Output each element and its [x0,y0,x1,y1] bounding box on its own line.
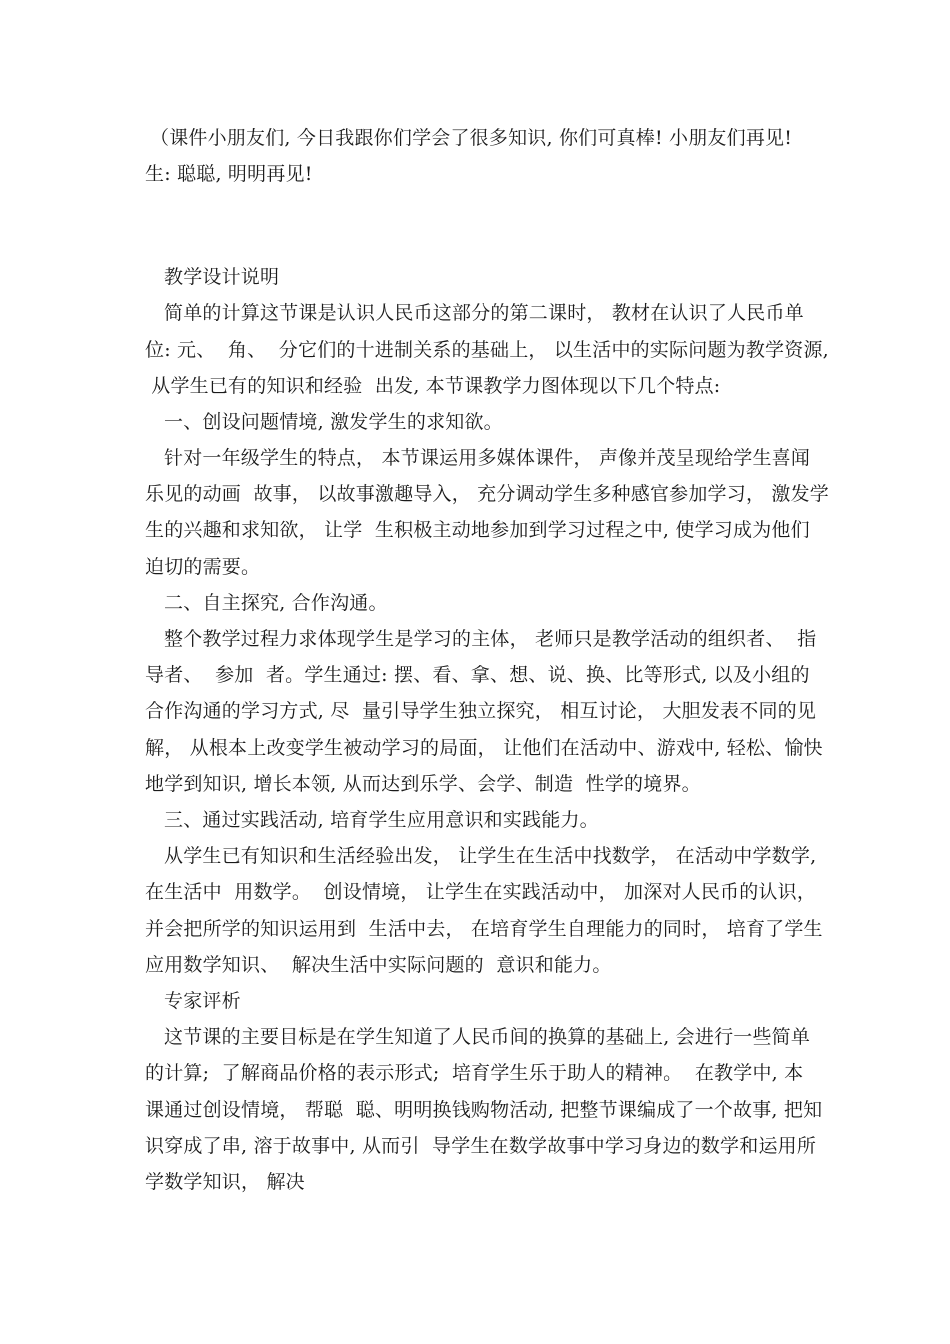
paragraph-line: 从学生已有知识和生活经验出发， 让学生在生活中找数学， 在活动中学数学, [164,845,817,867]
paragraph-line: 导者、 参加 者。学生通过: 摆、看、拿、想、说、换、比等形式, 以及小组的 [145,664,810,686]
paragraph-line: 并会把所学的知识运用到 生活中去， 在培育学生自理能力的同时， 培育了学生 [145,918,823,940]
paragraph-line: 地学到知识, 增长本领, 从而达到乐学、会学、制造 性学的境界。 [145,773,701,795]
section-heading: 三、通过实践活动, 培育学生应用意识和实践能力。 [164,809,599,831]
paragraph-line: 迫切的需要。 [145,556,261,578]
paragraph-line: 学数学知识， 解决 [145,1171,305,1193]
paragraph-line: 简单的计算这节课是认识人民币这部分的第二课时， 教材在认识了人民币单 [164,302,804,324]
paragraph-line: 合作沟通的学习方式, 尽 量引导学生独立探究， 相互讨论， 大胆发表不同的见 [145,700,817,722]
paragraph-line: 应用数学知识、 解决生活中实际问题的 意识和能力。 [145,954,612,976]
paragraph-line: 生的兴趣和求知欲， 让学 生积极主动地参加到学习过程之中, 使学习成为他们 [145,519,810,541]
section-heading: 二、自主探究, 合作沟通。 [164,592,388,614]
paragraph-line: 在生活中 用数学。 创设情境， 让学生在实践活动中， 加深对人民币的认识， [145,881,817,903]
paragraph-line: 从学生已有的知识和经验 出发, 本节课教学力图体现以下几个特点: [145,375,721,397]
paragraph-line: 针对一年级学生的特点， 本节课运用多媒体课件， 声像并茂呈现给学生喜闻 [164,447,811,469]
section-heading: 专家评析 [164,990,241,1012]
paragraph-line: 整个教学过程力求体现学生是学习的主体， 老师只是教学活动的组织者、 指 [164,628,817,650]
paragraph-line: 的计算; 了解商品价格的表示形式; 培育学生乐于助人的精神。 在教学中, 本 [145,1062,804,1084]
paragraph-line: 课通过创设情境， 帮聪 聪、明明换钱购物活动, 把整节课编成了一个故事, 把知 [145,1099,823,1121]
dialogue-line: （课件小朋友们, 今日我跟你们学会了很多知识, 你们可真棒! 小朋友们再见! [150,127,793,149]
section-heading: 一、创设问题情境, 激发学生的求知欲。 [164,411,503,433]
paragraph-line: 识穿成了串, 溶于故事中, 从而引 导学生在数学故事中学习身边的数学和运用所 [145,1135,817,1157]
paragraph-line: 解， 从根本上改变学生被动学习的局面， 让他们在活动中、游戏中, 轻松、愉快 [145,737,823,759]
dialogue-line: 生: 聪聪, 明明再见! [145,163,313,185]
paragraph-line: 位: 元、 角、 分它们的十进制关系的基础上， 以生活中的实际问题为教学资源, [145,339,829,361]
paragraph-line: 这节课的主要目标是在学生知道了人民币间的换算的基础上, 会进行一些简单 [164,1026,811,1048]
paragraph-line: 乐见的动画 故事， 以故事激趣导入， 充分调动学生多种感官参加学习， 激发学 [145,483,829,505]
section-heading: 教学设计说明 [164,266,280,288]
